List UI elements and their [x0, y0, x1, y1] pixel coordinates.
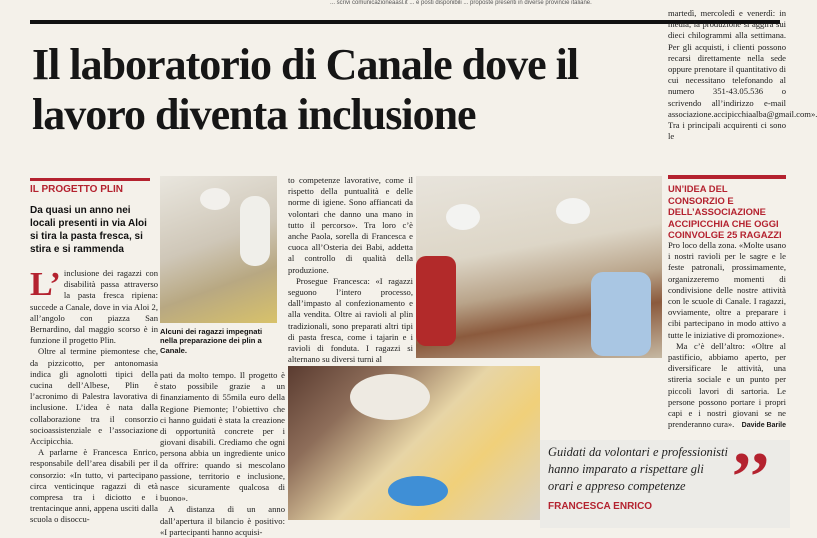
paragraph: Pro loco della zona. «Molte usano i nostri ravioli per le sagre e le feste patronali, prossimamente, organizzeremo momenti di condivisione delle nostre attività con le scuole di Canale. I ragazzi, ovviamente, oltre a preparare i cibi partecipano in modo attivo a tutte le iniziative di promozione». — [668, 240, 786, 340]
article-column-1 — [30, 268, 158, 530]
paragraph: martedì, mercoledì e venerdì: in media, la produzione si aggira sui dieci chilogrammi alla settimana. Per gli acquisti, i clienti possono recarsi direttamente nella sede oppure prenotare il quantitativo di cui necessitano telefonando al numero 351-43.05.536 o scrivendo all’indirizzo e-mail associazione.accipicchiaalba@gmail.com». Tra i principali acquirenti ci sono le — [668, 8, 817, 142]
photo-caption: Alcuni dei ragazzi impegnati nella preparazione dei plin a Canale. — [160, 327, 263, 355]
drop-cap: L’ — [30, 266, 61, 303]
photo-rolling-pasta — [288, 366, 540, 520]
headline: Il laboratorio di Canale dove il lavoro diventa inclusione — [32, 40, 579, 139]
photo-pasta-workers — [160, 176, 277, 323]
paragraph: Ma c’è dell’altro: «Oltre al pastificio, abbiamo aperto, per diversificare le attività, una stireria sociale e un punto per piccoli lavori di sartoria. Le persone possono portare i propri capi e i nostri giovani se ne prenderanno cura». — [668, 340, 786, 430]
inset-title: UN’IDEA DEL CONSORZIO E DELL’ASSOCIAZIONE ACCIPICCHIA CHE OGGI COINVOLGE 25 RAGAZZI — [668, 175, 786, 241]
paragraph: inclusione dei ragazzi con disabilità passa attraverso la pasta fresca ripiena: succede a Canale, dove in via Aloi 2, all’angolo con piazza San Bernardino, dal maggio scorso è in funzione il progetto Plin. — [30, 268, 158, 346]
blue-shirt-shape — [591, 272, 651, 356]
pull-quote-author: FRANCESCA ENRICO — [548, 501, 653, 512]
paragraph: A parlarne è Francesca Enrico, responsabile dell’area disabili per il consorzio: «In tutto, vi partecipano circa venticinque ragazzi di età compresa tra i diciotto e i trentacinque anni, appena usciti dalla scuola o disoccu- — [30, 447, 158, 525]
paragraph: Oltre al termine piemontese che, da pizzicotto, per antonomasia indica gli agnolotti tipici della cucina dell’Albese, Plin è l’acronimo di Palestra lavorativa di inclusione. L’idea è nata dalla collaborazione tra il consorzio socioassistenziale e l’associazione Accipicchia. — [30, 346, 158, 447]
article-column-5 — [668, 8, 817, 168]
apron-shape — [240, 196, 270, 266]
photo-group-table — [416, 176, 662, 358]
article-column-3 — [288, 175, 413, 365]
hairnet-shape — [350, 374, 430, 420]
top-strip-text: ... scrivi comunicazioneaasl.it ... e posti disponibili ... proposte presenti in diverse provincie italiane. — [330, 0, 592, 6]
paragraph: to competenze lavorative, come il rispetto della puntualità e delle norme di igiene. Sono affiancati da volontari che danno una mano in tutto il percorso». Tra loro c’è anche Paola, sorella di Francesca e cuoca all’Osteria dei Babi, addetta al controllo di qualità della produzione. — [288, 175, 413, 275]
hairnet-shape — [556, 198, 590, 224]
red-shirt-shape — [416, 256, 456, 346]
blue-glove-shape — [388, 476, 448, 506]
quote-mark-icon: ’’ — [730, 439, 772, 516]
hairnet-shape — [446, 204, 480, 230]
paragraph: pati da molto tempo. Il progetto è stato possibile grazie a un finanziamento di 55mila euro della Regione Piemonte; l’obiettivo che ci hanno guidati è stata la creazione di opportunità concrete per i giovani disabili. Crediamo che ogni persona abbia un ingrediente unico da offrire: quando si mescolano passione, territorio e inclusione, nasce sicuramente qualcosa di buono». — [160, 370, 285, 504]
section-label: IL PROGETTO PLIN — [30, 178, 150, 195]
hairnet-shape — [200, 188, 230, 210]
pull-quote: Guidati da volontari e professionisti hanno imparato a rispettare gli orari e appreso competenze — [548, 445, 728, 493]
paragraph: Prosegue Francesca: «I ragazzi seguono l’intero processo, dall’impasto al confezionamento e alla vendita. Oltre ai ravioli al plin tradizionali, sono preparati altri tipi di pasta fresca, come i tajarin e i ravioli di fonduta. I ragazzi si alternano su diversi turni al — [288, 275, 413, 365]
subheadline: Da quasi un anno nei locali presenti in via Aloi si tira la pasta fresca, si stira e si rammenda — [30, 205, 147, 255]
article-column-2 — [160, 370, 285, 537]
paragraph: A distanza di un anno dall’apertura il bilancio è positivo: «I partecipanti hanno acquisi- — [160, 504, 285, 537]
author-byline: Davide Barile — [741, 422, 786, 429]
